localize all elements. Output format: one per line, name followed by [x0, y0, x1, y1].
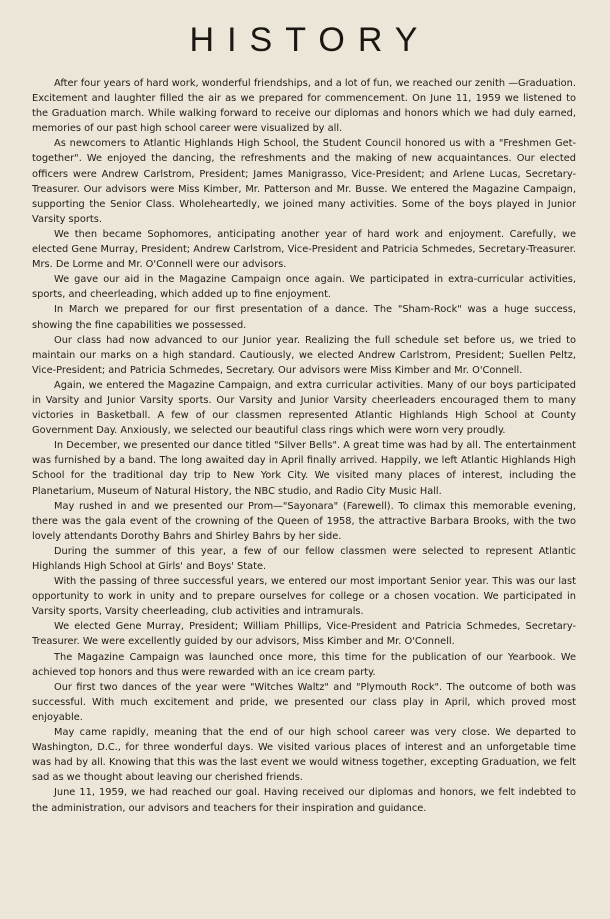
paragraph: May came rapidly, meaning that the end of our high school career was very close. We departed to Washington, D.C., for three wonderful days. We visited various places of interest and an unforgetable time was had by all. Knowing that this was the last event we would witness together, excepting Graduation, we felt sad as we thought about leaving our cherished friends. [32, 727, 576, 784]
paragraph: We gave our aid in the Magazine Campaign once again. We participated in extra-curricular activities, sports, and cheerleading, which added up to fine enjoyment. [32, 274, 576, 301]
paragraph: After four years of hard work, wonderful friendships, and a lot of fun, we reached our zenith —Graduation. Excitement and laughter filled the air as we prepared for commencement. On June 11, 1959 we listened to the Graduation march. While walking forward to receive our diplomas and honors which we had duly earned, memories of our past high school career were visualized by all. [32, 78, 576, 135]
paragraph: Our first two dances of the year were "Witches Waltz" and "Plymouth Rock". The outcome of both was successful. With much excitement and pride, we presented our class play in April, which proved most enjoyable. [32, 681, 576, 723]
paragraph: June 11, 1959, we had reached our goal. Having received our diplomas and honors, we felt indebted to the administration, our advisors and teachers for their inspiration and guidance. [32, 787, 576, 814]
paragraph: Our class had now advanced to our Junior year. Realizing the full schedule set before us, we tried to maintain our marks on a high standard. Cautiously, we elected Andrew Carlstrom, President; Suellen Peltz, Vice-President; and Patricia Schmedes, Secretary. Our advisors were Miss Kimber and Mr. O'Connell. [32, 334, 576, 376]
paragraph: May rushed in and we presented our Prom—"Sayonara" (Farewell). To climax this memorable evening, there was the gala event of the crowning of the Queen of 1958, the attractive Barbara Brooks, with the two lovely attendants Dorothy Bahrs and Shirley Bahrs by her side. [32, 500, 576, 542]
paragraph: We elected Gene Murray, President; William Phillips, Vice-President and Patricia Schmedes, Secretary-Treasurer. We were excellently guided by our advisors, Miss Kimber and Mr. O'Connell. [32, 621, 576, 648]
paragraph: As newcomers to Atlantic Highlands High School, the Student Council honored us with a "Freshmen Get-together". We enjoyed the dancing, the refreshments and the making of new acquaintances. Our elected officers were Andrew Carlstrom, President; James Manigrasso, Vice-President; and Arlene Lucas, Secretary-Treasurer. Our advisors were Miss Kimber, Mr. Patterson and Mr. Busse. We entered the Magazine Campaign, supporting the Senior Class. Wholeheartedly, we joined many activities. Some of the boys played in Junior Varsity sports. [32, 138, 576, 225]
paragraph: We then became Sophomores, anticipating another year of hard work and enjoyment. Carefully, we elected Gene Murray, President; Andrew Carlstrom, Vice-President and Patricia Schmedes, Secretary-Treasurer. Mrs. De Lorme and Mr. O'Connell were our advisors. [32, 228, 576, 271]
paragraph: In March we prepared for our first presentation of a dance. The "Sham-Rock" was a huge success, showing the fine capabilities we possessed. [32, 304, 576, 331]
paragraph: Again, we entered the Magazine Campaign, and extra curricular activities. Many of our boys participated in Varsity and Junior Varsity sports. Our Varsity and Junior Varsity cheerleaders encouraged them to many victories in Basketball. A few of our classmen represented Atlantic Highlands High School at County Government Day. Anxiously, we selected our beautiful class rings which were worn very proudly. [32, 379, 576, 437]
paragraph: With the passing of three successful years, we entered our most important Senior year. This was our last opportunity to work in unity and to prepare ourselves for college or a chosen vocation. We participated in Varsity sports, Varsity cheerleading, club activities and intramurals. [32, 576, 576, 618]
paragraph: During the summer of this year, a few of our fellow classmen were selected to represent Atlantic Highlands High School at Girls' and Boys' State. [32, 545, 576, 572]
page-title: HISTORY [189, 21, 431, 59]
history-body [32, 76, 576, 816]
paragraph: The Magazine Campaign was launched once more, this time for the publication of our Yearbook. We achieved top honors and thus were rewarded with an ice cream party. [32, 651, 576, 678]
paragraph: In December, we presented our dance titled "Silver Bells". A great time was had by all. The entertainment was furnished by a band. The long awaited day in April finally arrived. Happily, we left Atlantic Highlands High School for the traditional day trip to New York City. We visited many places of interest, including the Planetarium, Museum of Natural History, the NBC studio, and Radio City Music Hall. [32, 440, 576, 497]
